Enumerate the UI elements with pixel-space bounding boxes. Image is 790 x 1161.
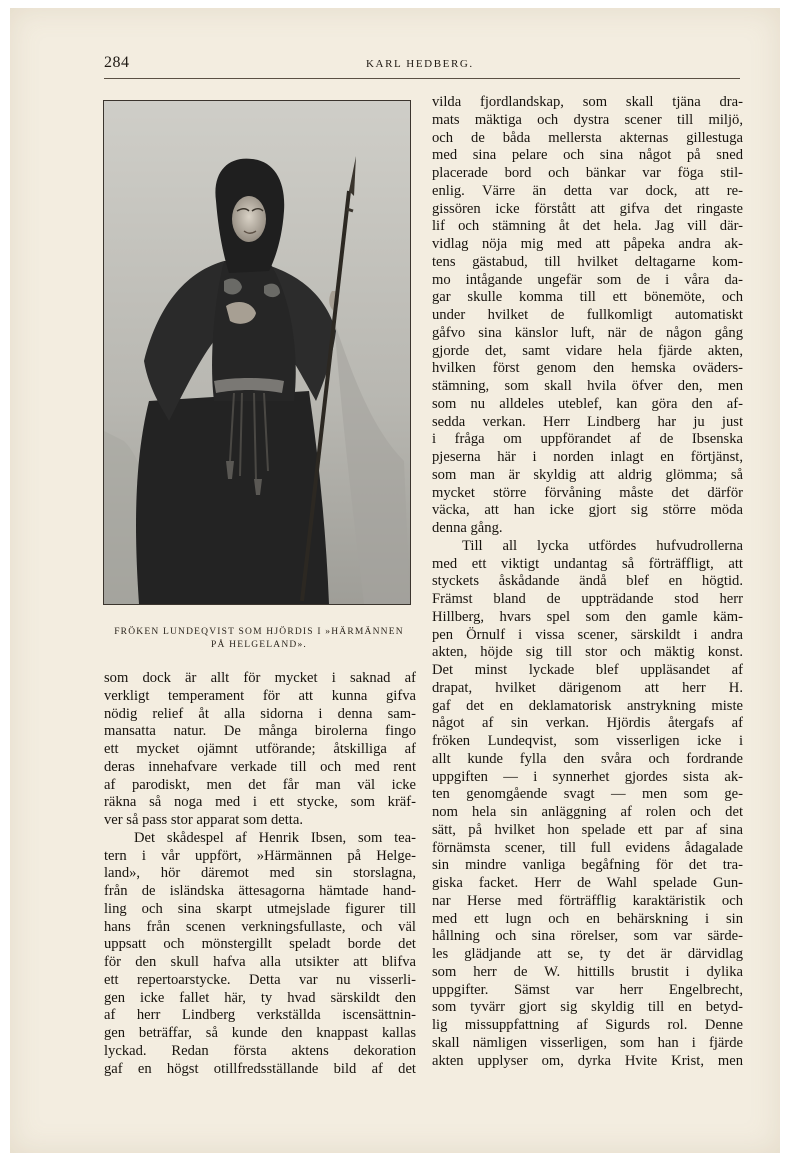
- text-line: enlig. Värre än detta var dock, att re-: [432, 182, 743, 199]
- text-line: Det skådespel af Henrik Ibsen, som tea-: [134, 829, 416, 846]
- portrait-photograph: [103, 100, 411, 605]
- text-line: mo intågande ungefär som de i våra da-: [432, 271, 743, 288]
- text-line: väcka, att han icke gjort sig större möda: [432, 502, 743, 519]
- text-line: pen Örnulf i vissa scener, särskildt i andra: [432, 626, 743, 643]
- text-line: från de isländska ättesagorna hämtade hand-: [104, 883, 416, 899]
- text-line: verkligt temperament för att kunna gifva: [104, 687, 416, 704]
- text-line: akten, höjde sig till stor och mäktig konst.: [432, 644, 743, 661]
- text-line: ett mycket ojämnt utförande; åtskilliga af: [104, 741, 416, 757]
- running-head: KARL HEDBERG.: [366, 58, 474, 70]
- text-line: gen beträffar, så kunde den knappast kallas: [104, 1025, 416, 1041]
- text-line: pjeserna här i norden inlagt en förtjänst,: [432, 449, 743, 465]
- text-line: gaf en högst otillfredsställande bild af det: [104, 1060, 416, 1077]
- text-line: deras innehafvare verkade till och med rent: [104, 758, 416, 775]
- text-line: ten genomgående svagt — men som ge-: [432, 786, 743, 803]
- text-line: gar skulle komma till ett bönemöte, och: [432, 289, 743, 306]
- text-line: land», hör däremot med sin storslagna,: [104, 865, 416, 882]
- text-line: nödig relief åt alla sidorna i denna sam-: [104, 705, 416, 722]
- text-line: som nu alldeles uteblef, kan göra den af-: [432, 395, 743, 412]
- text-line: gåfvo sina känslor luft, när de någon gång: [432, 324, 743, 341]
- text-line: lyckad. Redan första aktens dekoration: [104, 1042, 416, 1059]
- text-line: som herr de W. hittills brustit i dylika: [432, 963, 743, 980]
- text-line: mycket större förvåning måste det därför: [432, 484, 743, 501]
- text-line: giska facket. Herr de Wahl spelade Gun-: [432, 875, 743, 891]
- text-line: som man är skyldig att aldrig glömma; så: [432, 466, 743, 483]
- text-line: lif och stämning åt det hela. Jag vill där-: [432, 218, 743, 235]
- text-line: ett repertoarstycke. Detta var nu visserli-: [104, 971, 416, 988]
- text-line: för den skull hafva alla utsikter att blifva: [104, 954, 416, 970]
- text-line: hans från scenen verkningsfullaste, och väl: [104, 918, 416, 935]
- caption-line: PÅ HELGELAND».: [211, 640, 307, 650]
- text-line: Det minst lyckade blef uppläsandet af: [432, 662, 743, 678]
- text-line: mats mäktiga och dystra scener till miljö,: [432, 111, 743, 128]
- text-line: vilda fjordlandskap, som skall tjäna dra-: [432, 94, 743, 110]
- text-line: hållning och sina rörelser, som var särde-: [432, 928, 743, 945]
- text-line: Hillberg, hvars spel som den gamle käm-: [432, 608, 743, 625]
- text-line: Främst bland de uppträdande stod herr: [432, 591, 743, 607]
- text-line: uppgiften — i synnerhet gjordes sista ak-: [432, 768, 743, 785]
- text-line: räkna så noga med i ett stycke, som kräf-: [104, 794, 416, 811]
- text-line: något af sin verkan. Hjördis återgafs af: [432, 715, 743, 732]
- text-line: tens gästabud, till hvilket deltagarne kom-: [432, 253, 743, 270]
- text-line: lig missuppfattning af Sigurds rol. Denne: [432, 1017, 743, 1033]
- text-line: i fråga om uppförandet af de Ibsenska: [432, 431, 743, 448]
- text-line: uppsatt och mönstergillt speladt borde det: [104, 936, 416, 953]
- text-line: under hvilket de fullkomligt automatiskt: [432, 307, 743, 323]
- text-line: uppgifter. Sämst var herr Engelbrecht,: [432, 981, 743, 998]
- page-number: 284: [104, 54, 130, 71]
- text-line: ling och sina skarpt utmejslade figurer till: [104, 900, 416, 917]
- page-header: [104, 52, 740, 78]
- text-line: sin mindre vanliga begåfning för det tra-: [432, 857, 743, 874]
- text-line: sedda verkan. Herr Lindberg har ju just: [432, 413, 743, 430]
- text-line: och de båda mellersta akternas gillestuga: [432, 129, 743, 146]
- text-line: skall nämligen visserligen, som han i fjärde: [432, 1034, 743, 1051]
- text-line: gjorde det, samt vidare hela fjärde akten,: [432, 342, 743, 359]
- text-line: nar Herse med förträfflig karaktäristik och: [432, 892, 743, 909]
- text-line: tern i vår uppfört, »Härmännen på Helge-: [104, 847, 416, 864]
- text-line: stämning, som skall hvila öfver den, men: [432, 378, 743, 394]
- text-line: fröken Lundeqvist, som visserligen icke i: [432, 733, 743, 749]
- text-line: styckets åskådande ändå blef en högtid.: [432, 573, 743, 590]
- right-text-column: [432, 94, 743, 1070]
- text-line: med ett viktigt undantag så förträffligt, att: [432, 555, 743, 572]
- text-line: af herr Lindberg verkställda iscensättnin-: [104, 1007, 416, 1024]
- text-line: gissören icke förstått att gifva det ringaste: [432, 200, 743, 217]
- text-line: af parodiskt, men det får man väl icke: [104, 776, 416, 793]
- text-line: vidlag nöja mig med att påpeka andra ak-: [432, 236, 743, 252]
- text-line: drapat, hvilket därigenom att herr H.: [432, 679, 743, 696]
- text-line: placerade bord och bänkar var föga stil-: [432, 165, 743, 181]
- text-line: med ett lugn och en behärskning i sin: [432, 910, 743, 927]
- text-line: nom hela sin anläggning af rolen och det: [432, 804, 743, 820]
- left-text-column: [104, 670, 416, 1078]
- text-line: Till all lycka utfördes hufvudrollerna: [462, 537, 743, 554]
- text-line: med sina pelare och sina något på sned: [432, 147, 743, 164]
- figure-caption: [104, 626, 414, 652]
- text-line: som dock är allt för mycket i saknad af: [104, 670, 416, 686]
- text-line: som tyvärr gjort sig skyldig till en betyd-: [432, 999, 743, 1016]
- text-line: denna gång.: [432, 520, 503, 536]
- text-line: ver så pass stor apparat som detta.: [104, 812, 303, 828]
- text-line: mansatta natur. De många birolerna fingo: [104, 723, 416, 740]
- text-line: gaf det en deklamatorisk anstrykning miste: [432, 697, 743, 714]
- text-line: les glädjande att se, ty det är därvidlag: [432, 946, 743, 962]
- text-line: allt kunde fylla den svåra och fordrande: [432, 750, 743, 767]
- text-line: sätt, på hvilket hon spelade ett par af sina: [432, 821, 743, 838]
- header-rule: [104, 78, 740, 79]
- text-line: akten upplyser om, dyrka Hvite Krist, men: [432, 1052, 743, 1069]
- text-line: förnämsta scener, till full evidens ådagalade: [432, 839, 743, 856]
- text-line: hvilken först genom den hemska oväders-: [432, 360, 743, 377]
- caption-line: FRÖKEN LUNDEQVIST SOM HJÖRDIS I »HÄRMÄNNEN: [114, 627, 404, 637]
- hooded-woman-with-spear-illustration: [104, 101, 410, 604]
- text-line: gen icke fallet här, ty hvad särskildt den: [104, 989, 416, 1006]
